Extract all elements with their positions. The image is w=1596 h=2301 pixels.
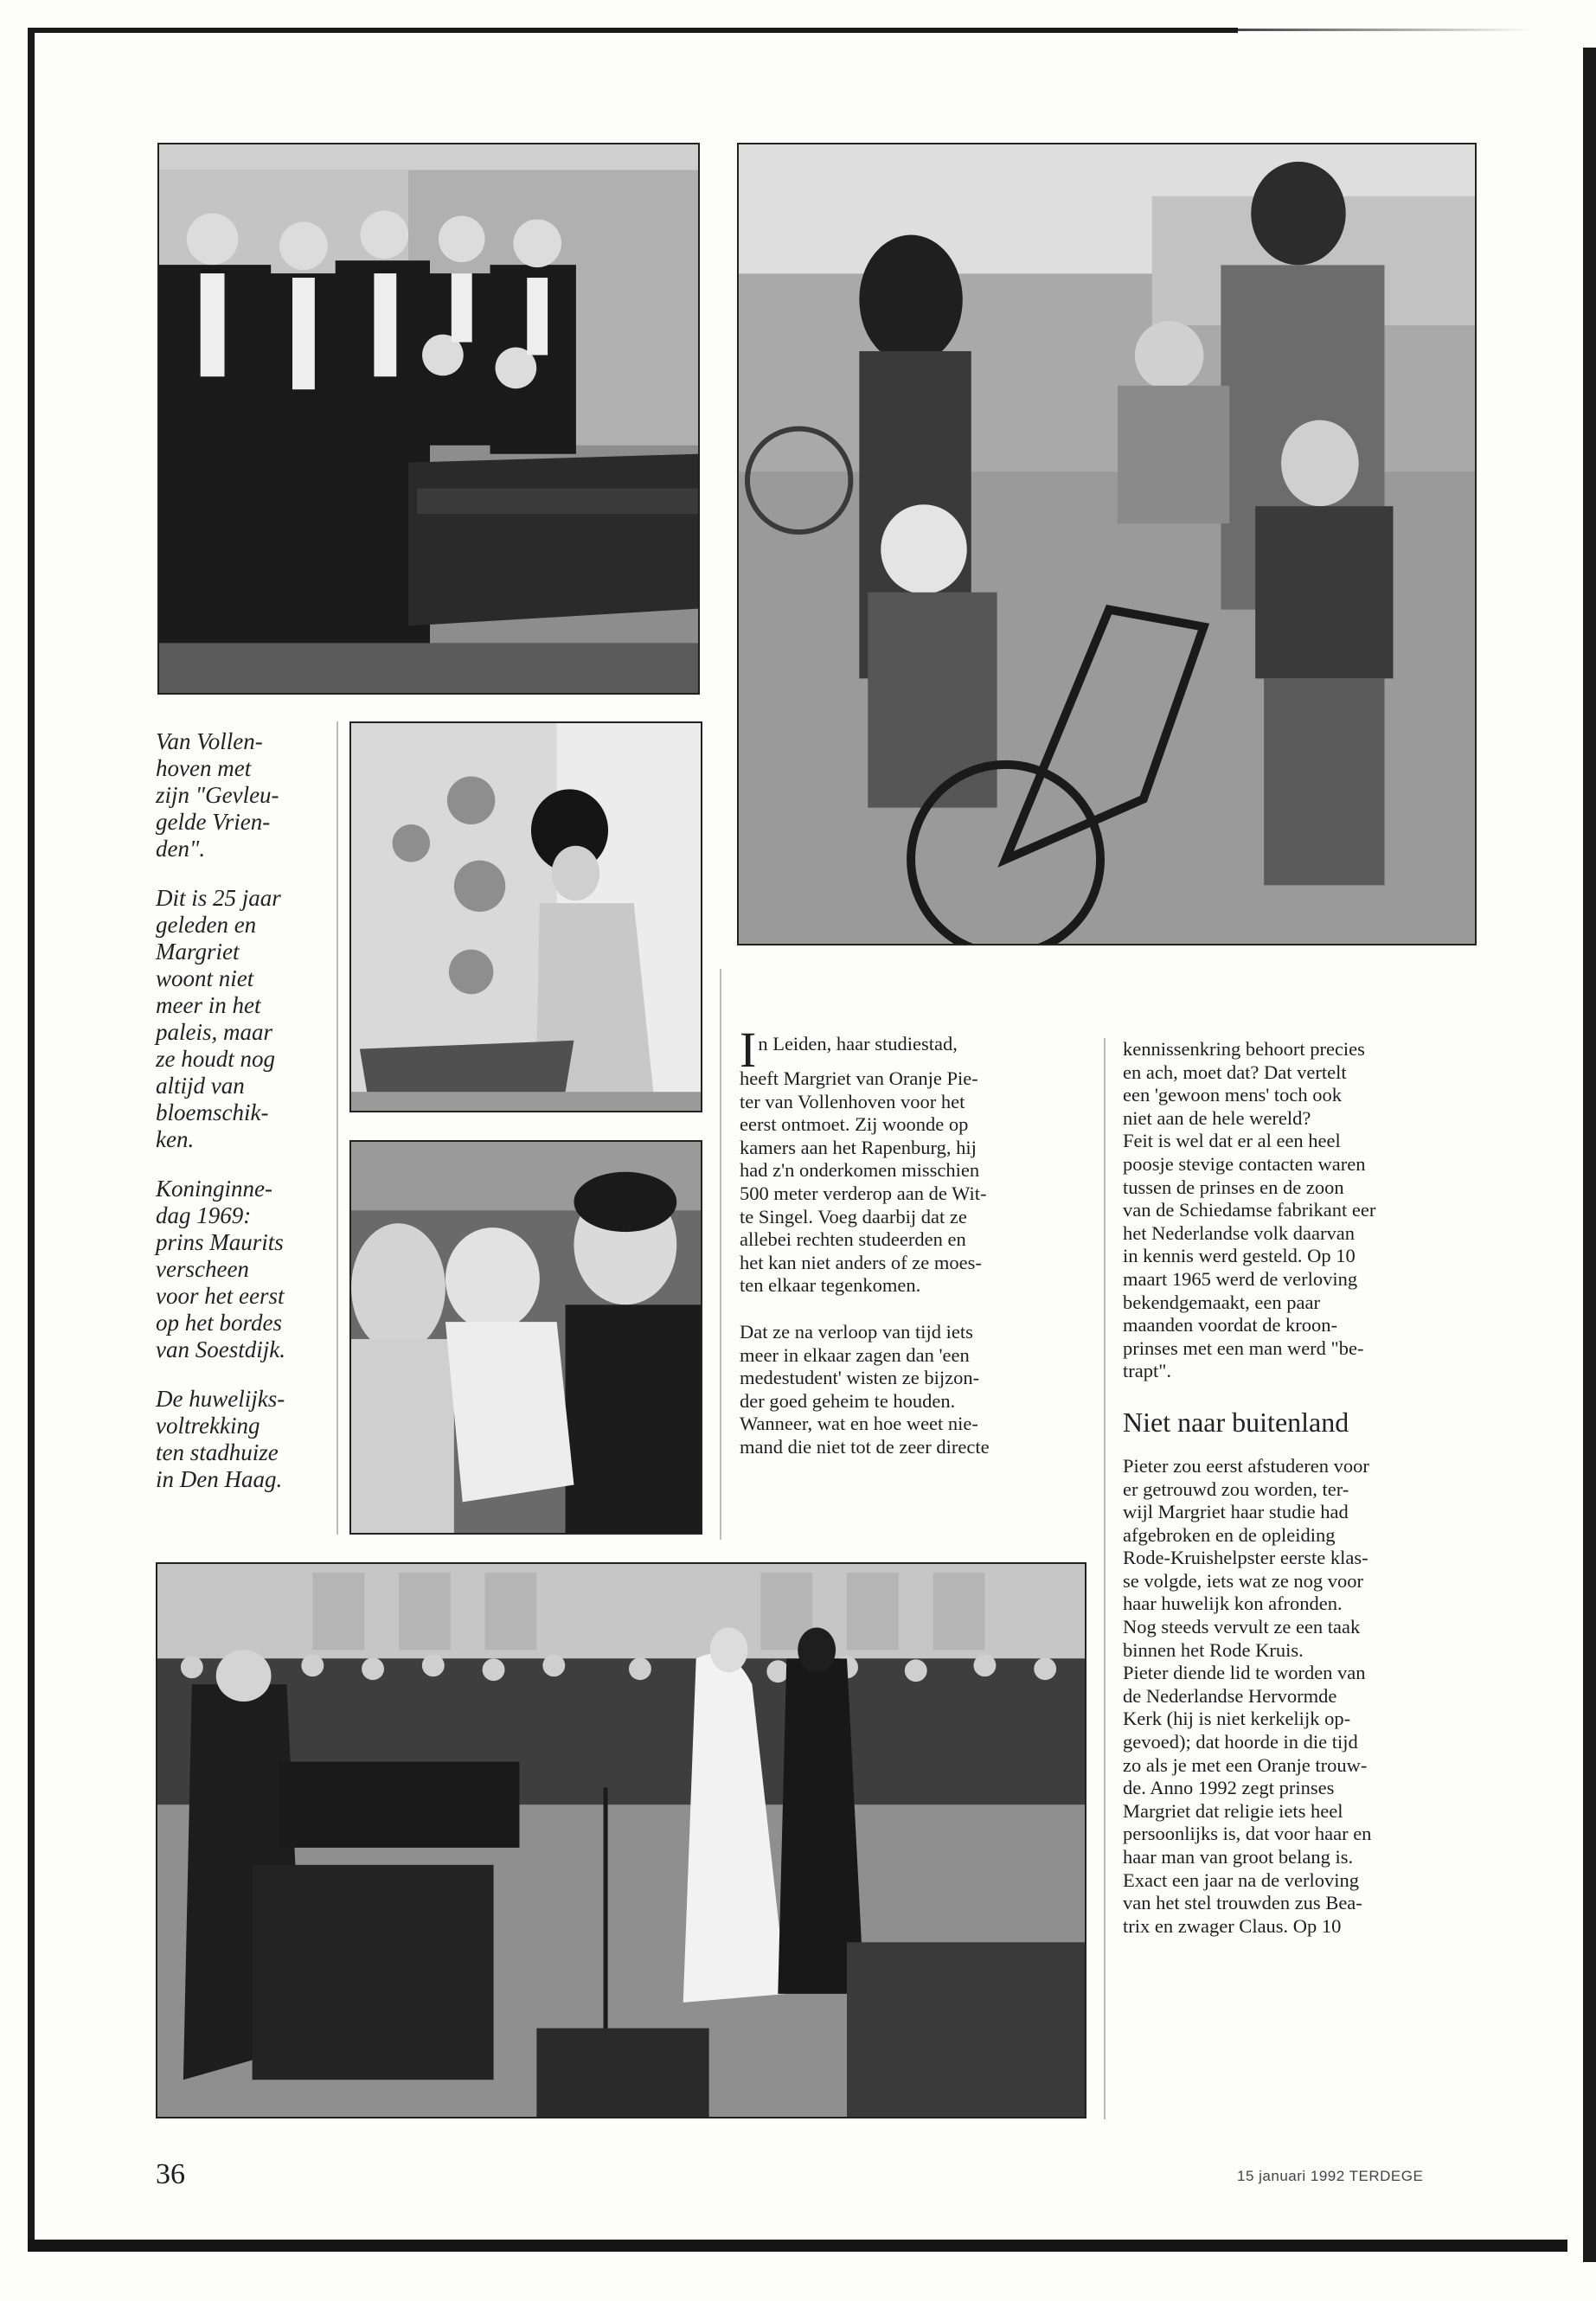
article-column-2 (1123, 1038, 1477, 1961)
article-paragraph-3: kennissenkring behoort precies en ach, moet dat? Dat vertelt een 'gewoon mens' toch ook niet aan de hele wereld? Feit is wel dat er al een heel poosje stevige contacten waren tussen de prinses en de zoon van de Schiedamse fabrikant eer het Nederlandse volk daarvan in kennis werd gesteld. Op 10 maart 1965 werd de verloving bekendgemaakt, een paar maanden voordat de kroon- prinses met een man werd "be- trapt". (1123, 1038, 1376, 1382)
photo-family-bicycle (737, 143, 1477, 945)
column-rule-left (720, 969, 721, 1540)
article-paragraph-1-text: n Leiden, haar studiestad, heeft Margriet van Oranje Pie- ter van Vollenhoven voor het eerst ontmoet. Zij woonde op kamers aan het Rapenburg, hij had z'n onderkomen misschien 500 meter verderop aan de Wit- te Singel. Voeg daarbij dat ze allebei rechten studeerden en het kan niet anders of ze moes- ten elkaar tegenkomen. (740, 1033, 987, 1297)
section-subheading: Niet naar buitenland (1123, 1406, 1349, 1438)
photo-bloemschikken-image (351, 723, 701, 1111)
column-rule-middle (1104, 1038, 1106, 2119)
photo-huwelijksvoltrekking-image (157, 1564, 1085, 2117)
caption-rule (337, 721, 338, 1535)
article-paragraph-2: Dat ze na verloop van tijd iets meer in elkaar zagen dan 'een medestudent' wisten ze bijzon- der goed geheim te houden. Wanneer, wat en hoe weet nie- mand die niet tot de zeer directe (740, 1320, 990, 1458)
article-column-1 (740, 1022, 1090, 1483)
page-border-bottom (28, 2240, 1567, 2252)
page-number: 36 (156, 2158, 185, 2190)
caption-gevleugelde-vrienden: Van Vollen- hoven met zijn "Gevleu- gelde Vrien- den". (156, 728, 279, 862)
photo-koninginnedag-1969 (349, 1140, 702, 1535)
article-paragraph-1 (740, 1022, 1090, 1298)
photo-family-bicycle-image (739, 144, 1475, 944)
photo-koninginnedag-1969-image (351, 1142, 701, 1533)
photo-captions (156, 728, 333, 1516)
caption-huwelijksvoltrekking: De huwelijks- voltrekking ten stadhuize in Den Haag. (156, 1386, 285, 1492)
page-border-top (31, 28, 1238, 33)
page-border-right (1583, 48, 1596, 2262)
photo-bloemschikken (349, 721, 702, 1112)
photo-huwelijksvoltrekking (156, 1562, 1086, 2118)
article-paragraph-4: Pieter zou eerst afstuderen voor er getrouwd zou worden, ter- wijl Margriet haar studie had afgebroken en de opleiding Rode-Kruishelpster eerste klas- se volgde, iets wat ze nog voor haar huwelijk kon afronden. Nog steeds vervult ze een taak binnen het Rode Kruis. Pieter diende lid te worden van de Nederlandse Hervormde Kerk (hij is niet kerkelijk op- gevoed); dat hoorde in die tijd zo als je met een Oranje trouw- de. Anno 1992 zegt prinses Margriet dat religie iets heel persoonlijks is, dat voor haar en haar man van groot belang is. Exact een jaar na de verloving van het stel trouwden zus Bea- trix en zwager Claus. Op 10 (1123, 1454, 1372, 1937)
caption-koninginnedag: Koninginne- dag 1969: prins Maurits verscheen voor het eerst op het bordes van Soestdijk. (156, 1176, 285, 1362)
caption-bloemschikken: Dit is 25 jaar geleden en Margriet woont niet meer in het paleis, maar ze houdt nog altijd van bloemschik- ken. (156, 885, 281, 1152)
page-border-left (28, 28, 35, 2247)
photo-gevleugelde-vrienden-image (159, 144, 698, 693)
issue-footer: 15 januari 1992 TERDEGE (1237, 2168, 1424, 2184)
photo-gevleugelde-vrienden (157, 143, 700, 695)
drop-cap: I (740, 1022, 757, 1078)
page-border-top-fade (1238, 29, 1532, 31)
